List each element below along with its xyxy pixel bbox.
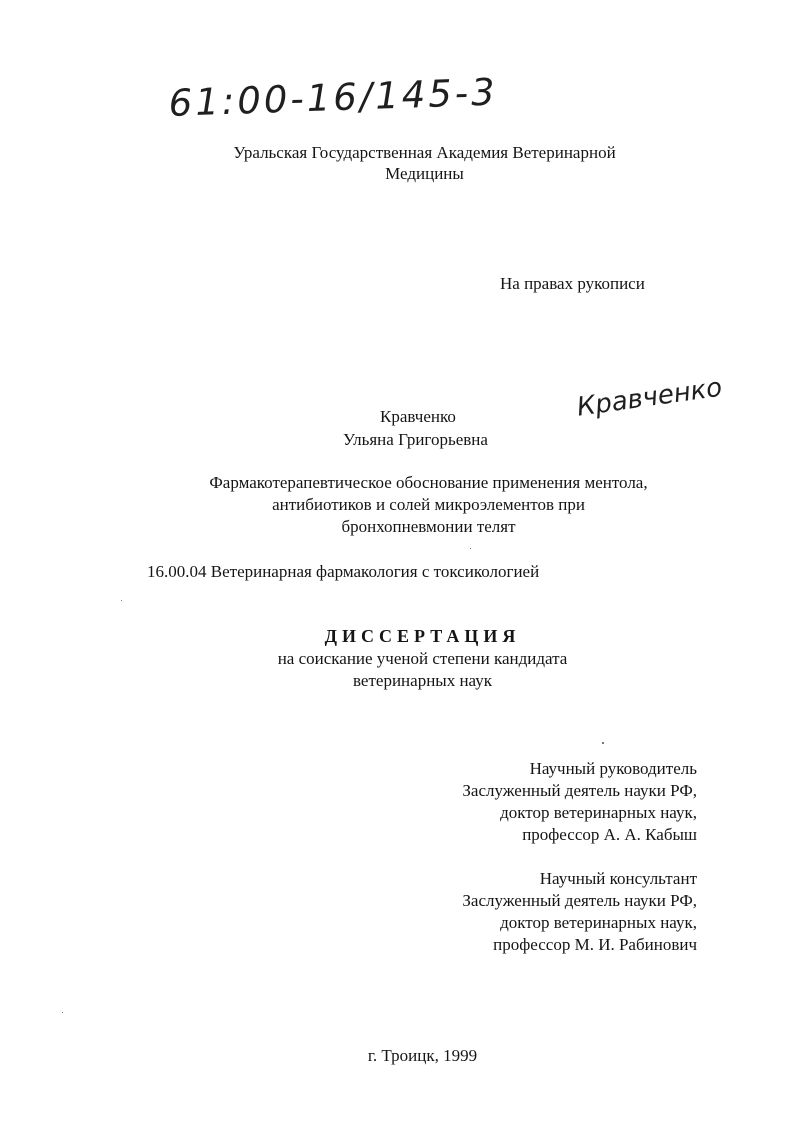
supervisor-role: Научный руководитель xyxy=(529,759,697,778)
thesis-title-line-1: Фармакотерапевтическое обоснование применения ментола, xyxy=(209,473,648,492)
handwritten-catalog-number: 61:00-16/145-3 xyxy=(168,70,499,125)
author-given-names: Ульяна Григорьевна xyxy=(343,430,488,449)
consultant-role: Научный консультант xyxy=(539,869,697,888)
scan-speck xyxy=(121,600,122,601)
scan-speck xyxy=(602,742,604,744)
document-type-heading: ДИССЕРТАЦИЯ xyxy=(324,626,521,646)
consultant-title: Заслуженный деятель науки РФ, xyxy=(462,891,697,910)
degree-line-1: на соискание ученой степени кандидата xyxy=(277,649,568,668)
consultant-degree: доктор ветеринарных наук, xyxy=(500,913,697,932)
supervisor-degree: доктор ветеринарных наук, xyxy=(500,803,697,822)
supervisor-name: профессор А. А. Кабыш xyxy=(522,825,697,844)
scan-speck xyxy=(470,548,471,549)
place-year: г. Троицк, 1999 xyxy=(367,1046,478,1065)
thesis-title-line-3: бронхопневмонии телят xyxy=(341,517,516,536)
institution-line-1: Уральская Государственная Академия Ветеринарной xyxy=(233,143,616,162)
thesis-title-line-2: антибиотиков и солей микроэлементов при xyxy=(272,495,585,514)
institution-line-2: Медицины xyxy=(385,164,464,183)
scan-speck xyxy=(62,1012,63,1013)
supervisor-title: Заслуженный деятель науки РФ, xyxy=(462,781,697,800)
degree-line-2: ветеринарных наук xyxy=(353,671,492,690)
consultant-name: профессор М. И. Рабинович xyxy=(493,935,697,954)
author-signature: Кравченко xyxy=(575,372,724,423)
rights-note: На правах рукописи xyxy=(500,274,645,293)
specialty-code: 16.00.04 Ветеринарная фармакология с токсикологией xyxy=(147,562,540,581)
author-surname: Кравченко xyxy=(380,407,456,426)
